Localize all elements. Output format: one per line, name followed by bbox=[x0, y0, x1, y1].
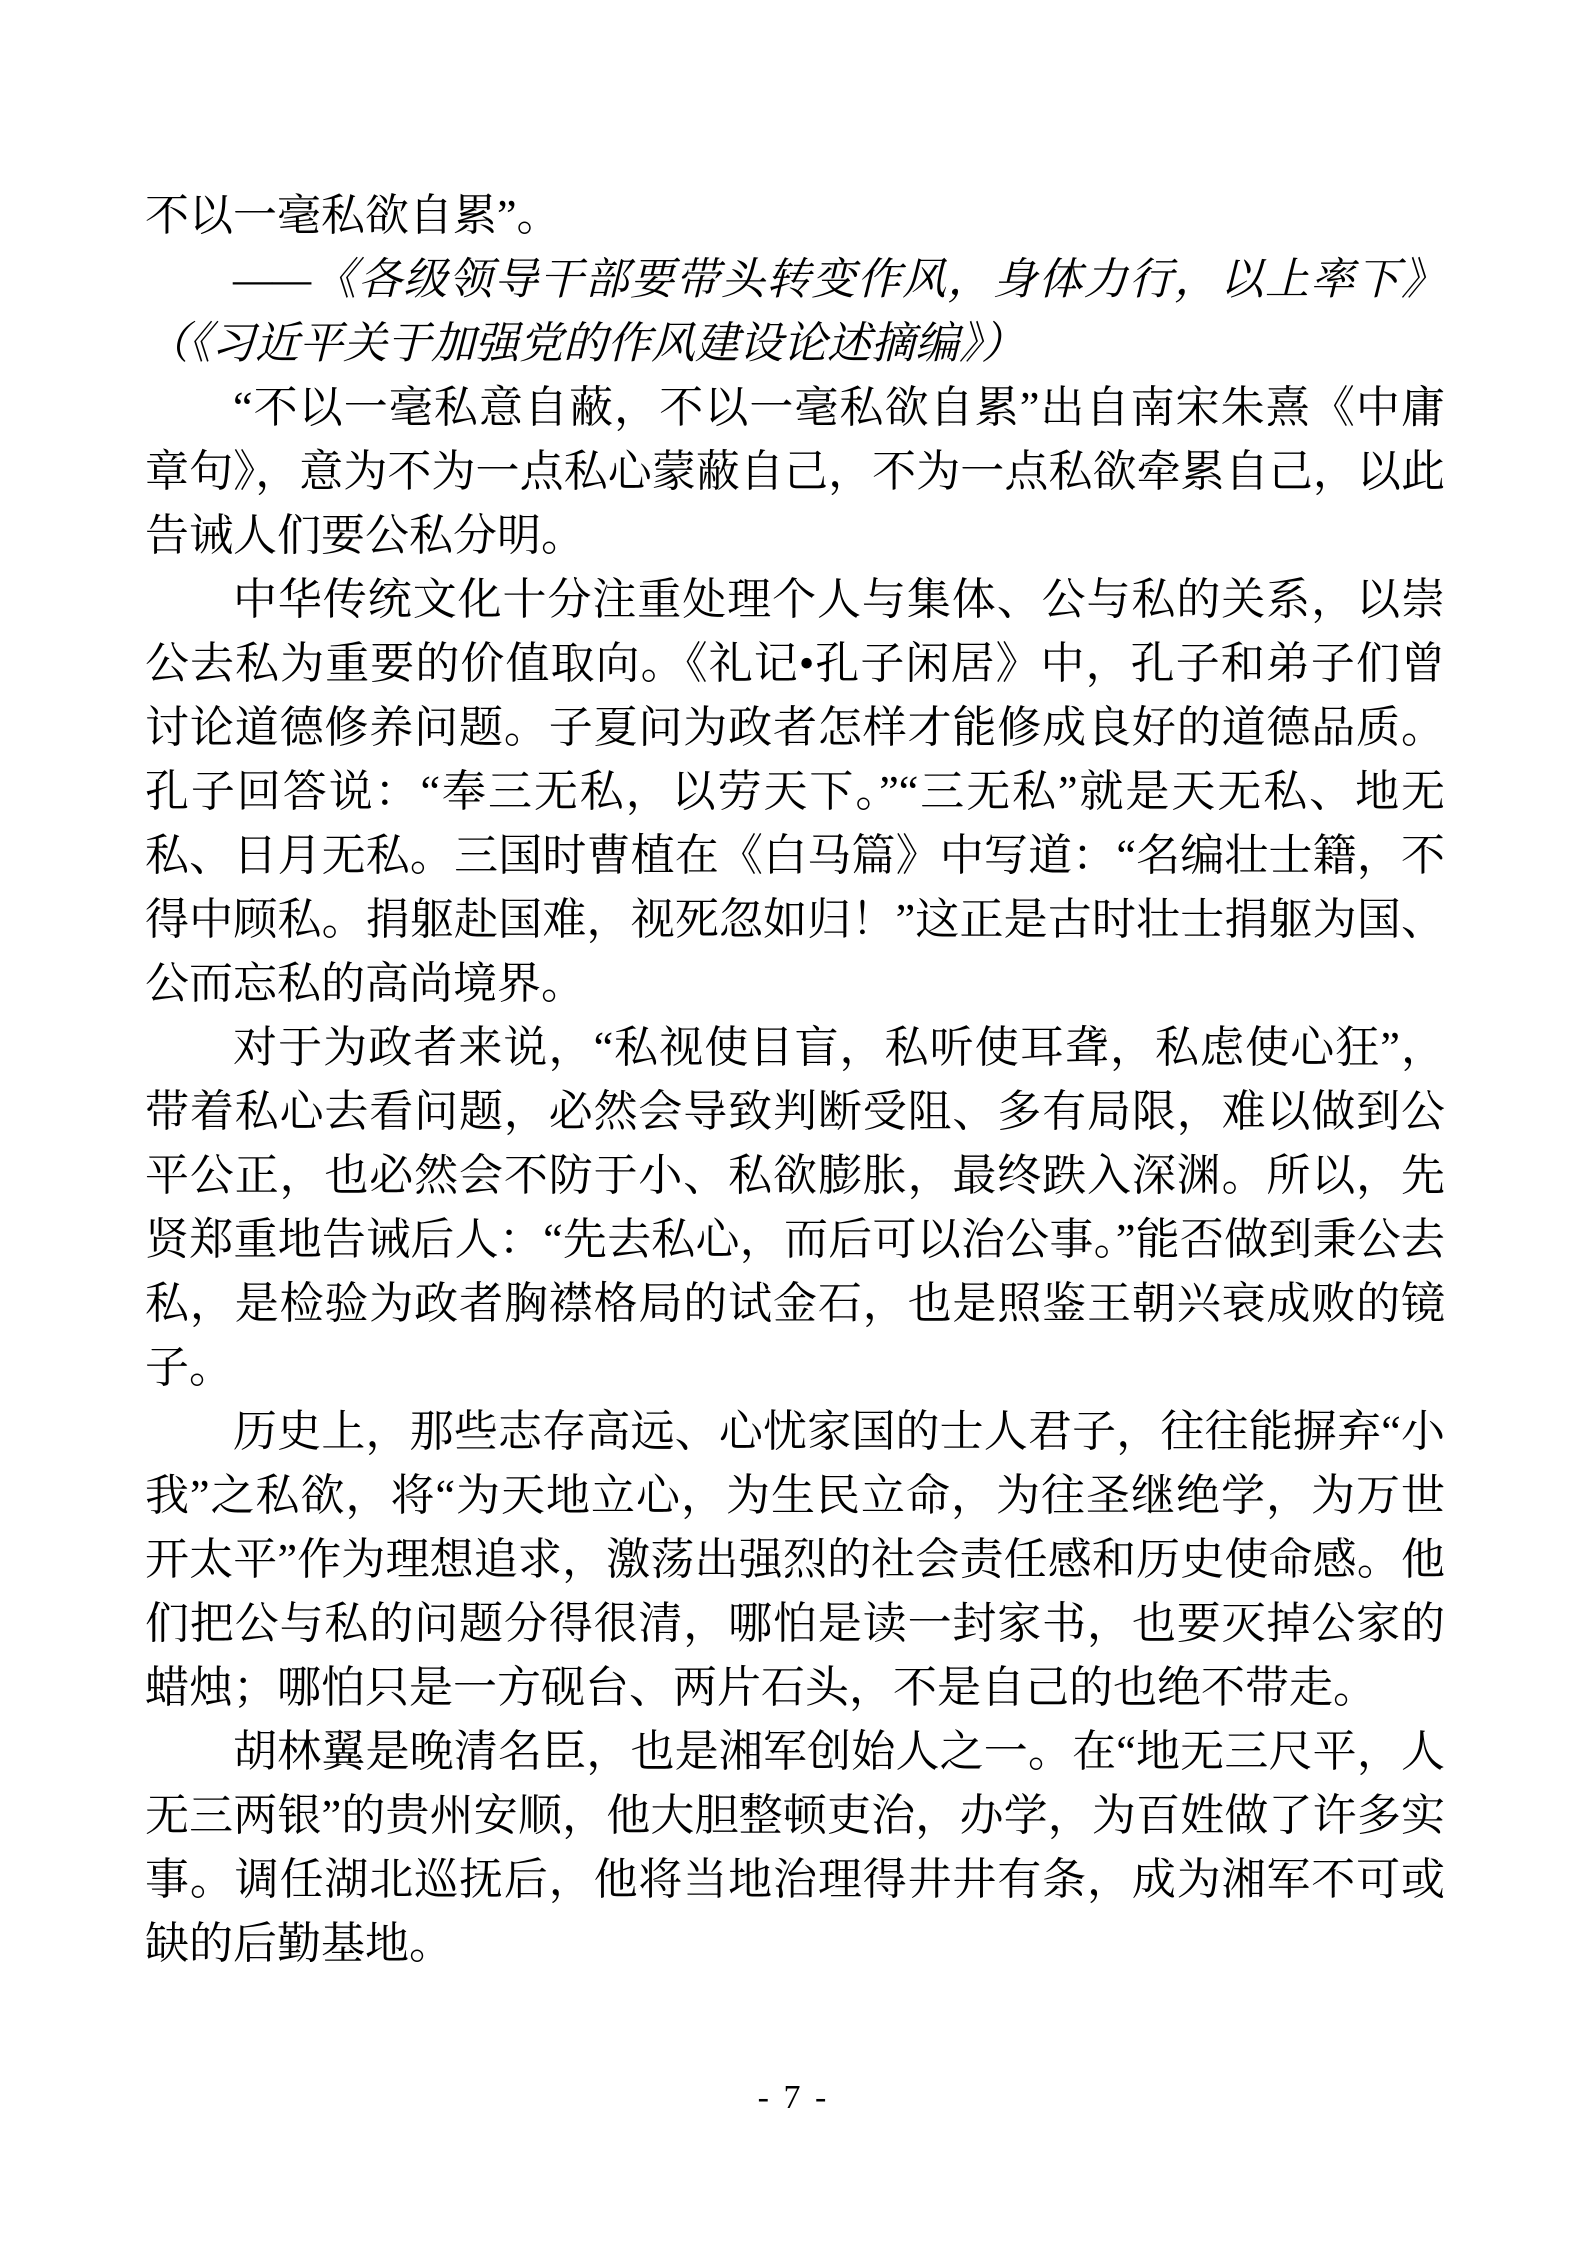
paragraph-body: “不以一毫私意自蔽，不以一毫私欲自累”出自南宋朱熹《中庸章句》，意为不为一点私心蒙蔽自己，不为一点私欲牵累自己，以此告诫人们要公私分明。 bbox=[145, 383, 1445, 560]
paragraph-body: 对于为政者来说，“私视使目盲，私听使耳聋，私虑使心狂”，带着私心去看问题，必然会导致判断受阻、多有局限，难以做到公平公正，也必然会不防于小、私欲膨胀，最终跌入深渊。所以，先贤郑重地告诫后人：“先去私心，而后可以治公事。”能否做到秉公去私，是检验为政者胸襟格局的试金石，也是照鉴王朝兴衰成败的镜子。 bbox=[145, 1023, 1445, 1392]
paragraph-body: 中华传统文化十分注重处理个人与集体、公与私的关系，以崇公去私为重要的价值取向。《礼记•孔子闲居》中，孔子和弟子们曾讨论道德修养问题。子夏问为政者怎样才能修成良好的道德品质。孔子回答说：“奉三无私，以劳天下。”“三无私”就是天无私、地无私、日月无私。三国时曹植在《白马篇》中写道：“名编壮士籍，不得中顾私。捐躯赴国难，视死忽如归！”这正是古时壮士捐躯为国、公而忘私的高尚境界。 bbox=[145, 575, 1445, 1008]
page-number: - 7 - bbox=[757, 2079, 830, 2116]
document-body bbox=[145, 184, 1445, 1976]
paragraph-quote-attribution: ——《各级领导干部要带头转变作风，身体力行，以上率下》（《习近平关于加强党的作风建设论述摘编》） bbox=[145, 255, 1445, 368]
paragraph-continuation: 不以一毫私欲自累”。 bbox=[145, 191, 561, 240]
paragraph-body: 历史上，那些志存高远、心忧家国的士人君子，往往能摒弃“小我”之私欲，将“为天地立心，为生民立命，为往圣继绝学，为万世开太平”作为理想追求，激荡出强烈的社会责任感和历史使命感。他们把公与私的问题分得很清，哪怕是读一封家书，也要灭掉公家的蜡烛；哪怕只是一方砚台、两片石头，不是自己的也绝不带走。 bbox=[145, 1407, 1445, 1712]
paragraph-body: 胡林翼是晚清名臣，也是湘军创始人之一。在“地无三尺平，人无三两银”的贵州安顺，他大胆整顿吏治，办学，为百姓做了许多实事。调任湖北巡抚后，他将当地治理得井井有条，成为湘军不可或缺的后勤基地。 bbox=[145, 1727, 1445, 1968]
